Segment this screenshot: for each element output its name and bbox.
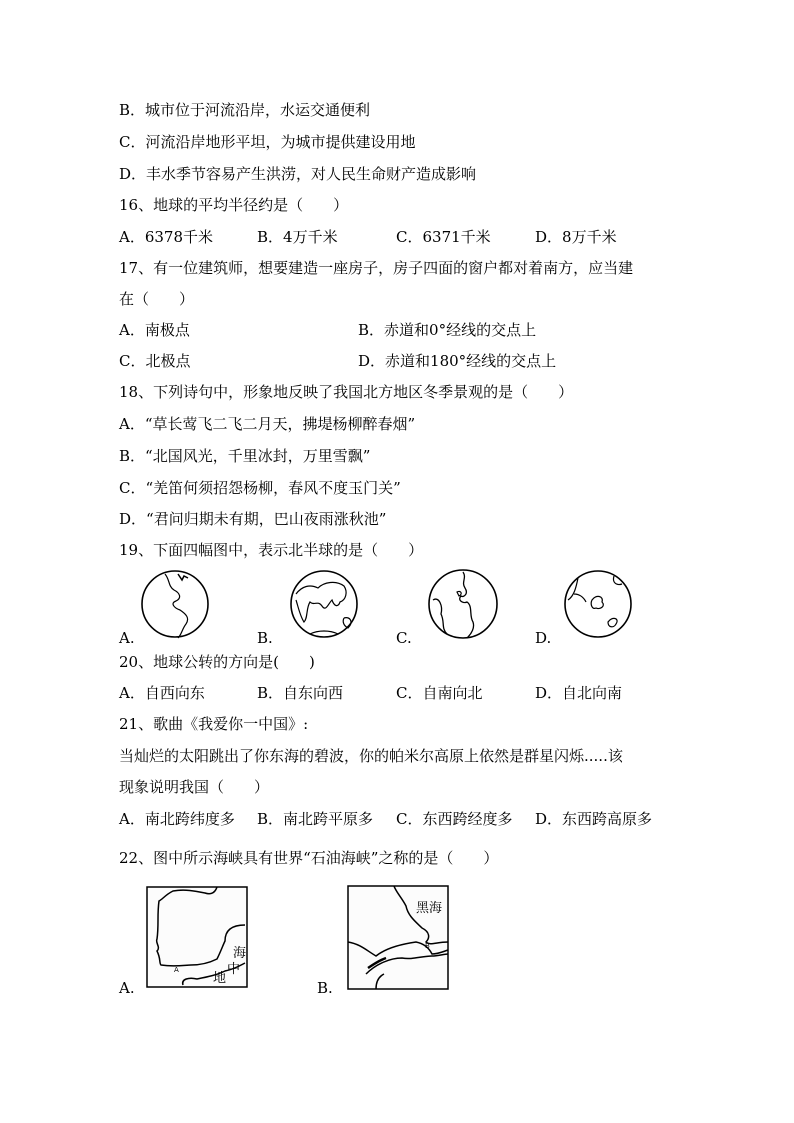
q15-option-c: C．河流沿岸地形平坦，为城市提供建设用地 [119,133,416,151]
map-image-b [346,884,450,991]
q19-stem: 19、下面四幅图中，表示北半球的是（ ） [119,541,424,559]
q17-option-c: C．北极点 [119,352,191,370]
q20-option-a: A．自西向东 [119,684,205,702]
q15-option-b: B．城市位于河流沿岸，水运交通便利 [119,101,371,119]
map-a-label-sea1: 海 [233,946,247,961]
q18-option-c: C．“羌笛何须招怨杨柳，春风不度玉门关” [119,479,401,497]
globe-image-c [427,566,499,642]
q17-option-b: B．赤道和0°经线的交点上 [358,321,537,339]
q17-option-d: D．赤道和180°经线的交点上 [358,352,557,370]
map-a-label-sea3: 地 [213,971,227,986]
q16-stem: 16、地球的平均半径约是（ ） [119,196,349,214]
q22-stem: 22、图中所示海峡具有世界“石油海峡”之称的是（ ） [119,849,499,867]
q17-stem: 17、有一位建筑师，想要建造一座房子，房子四面的窗户都对着南方，应当建 [119,259,634,277]
q17-stem-cont: 在（ ） [119,290,195,308]
q18-option-b: B．“北国风光，千里冰封，万里雪飘” [119,447,371,465]
q16-option-b: B．4万千米 [257,228,338,246]
q21-option-c: C．东西跨经度多 [396,810,513,828]
globe-image-b [288,566,360,642]
globe-image-d [562,566,634,642]
map-b-label-point: B [425,942,430,950]
q19-option-c: C. [396,629,412,647]
q18-option-d: D．“君问归期未有期，巴山夜雨涨秋池” [119,510,387,528]
q19-option-a: A. [119,629,135,647]
map-a-label-point: A [174,966,179,974]
map-a-label-sea2: 中 [227,962,241,977]
q19-option-d: D. [535,629,552,647]
globe-image-a [140,566,212,642]
q21-lyrics: 当灿烂的太阳跳出了你东海的碧波，你的帕米尔高原上依然是群星闪烁.....该 [119,747,623,765]
q18-option-a: A．“草长莺飞二飞二月天，拂堤杨柳醉春烟” [119,415,416,433]
q20-stem: 20、地球公转的方向是( ) [119,653,315,671]
q21-question: 现象说明我国（ ） [119,778,270,796]
q22-option-b: B. [317,979,333,997]
q18-stem: 18、下列诗句中，形象地反映了我国北方地区冬季景观的是（ ） [119,383,574,401]
q19-option-b: B. [257,629,273,647]
q21-option-a: A．南北跨纬度多 [119,810,235,828]
q22-option-a: A. [119,979,135,997]
q16-option-a: A．6378千米 [119,228,214,246]
q15-option-d: D．丰水季节容易产生洪涝，对人民生命财产造成影响 [119,165,477,183]
q20-option-d: D．自北向南 [535,684,623,702]
q21-stem: 21、歌曲《我爱你一中国》: [119,715,309,733]
q16-option-d: D．8万千米 [535,228,617,246]
q21-option-d: D．东西跨高原多 [535,810,653,828]
q21-option-b: B．南北跨平原多 [257,810,374,828]
q17-option-a: A．南极点 [119,321,190,339]
map-image-a [145,885,249,989]
q16-option-c: C．6371千米 [396,228,491,246]
q20-option-b: B．自东向西 [257,684,344,702]
q20-option-c: C．自南向北 [396,684,483,702]
map-b-label-sea: 黑海 [416,901,443,916]
